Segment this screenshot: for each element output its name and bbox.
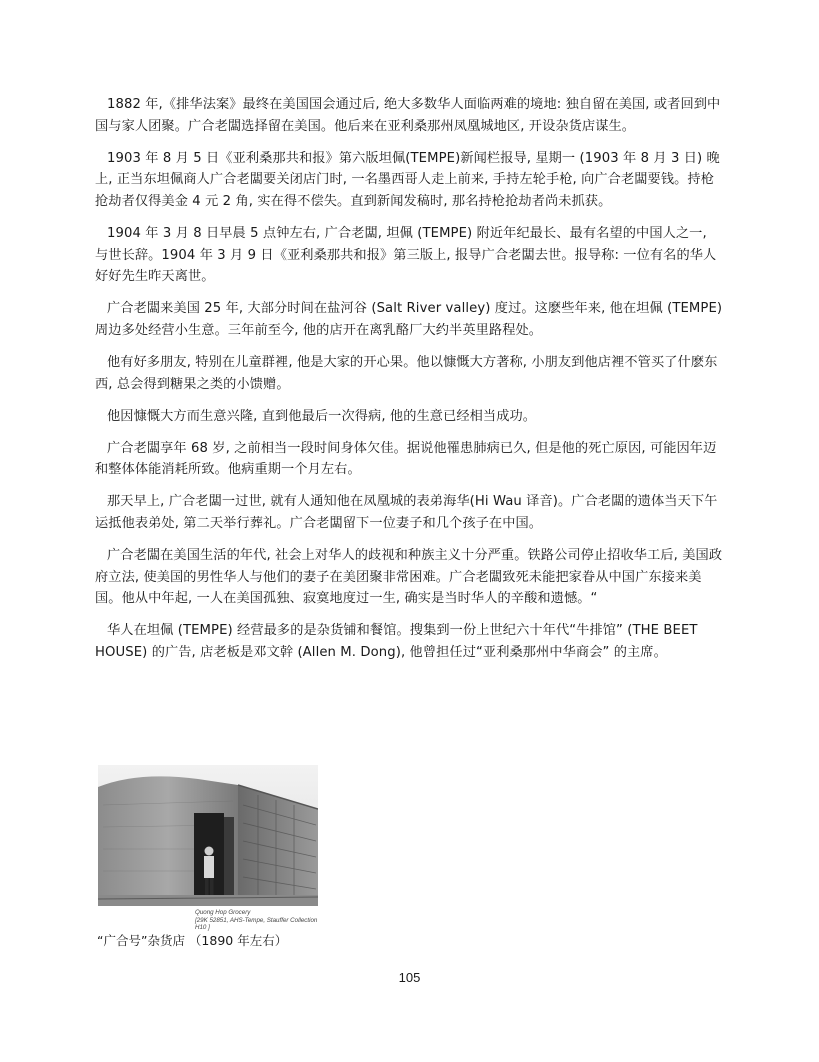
- paragraph-funeral: 那天早上, 广合老闆一过世, 就有人通知他在凤凰城的表弟海华(Hi Wau 译音)。广合老闆的遗体当天下午运抵他表弟处, 第二天举行葬礼。广合老闆留下一位妻子和几个孩子在中国。: [95, 494, 718, 531]
- paragraph-discrimination: 广合老闆在美国生活的年代, 社会上对华人的歧视和种族主义十分严重。铁路公司停止招收华工后, 美国政府立法, 使美国的男性华人与他们的妻子在美团聚非常困难。广合老闆致死未能把家眷从中国广东接来美国。他从中年起, 一人在美国孤独、寂寞地度过一生, 确实是当时华人的辛酸和遗憾。“: [95, 548, 723, 607]
- paragraph-death-report: 1904 年 3 月 8 日早晨 5 点钟左右, 广合老闆, 坦佩 (TEMPE) 附近年纪最长、最有名望的中国人之一, 与世长辞。1904 年 3 月 9 日《亚利桑那共和报》第三版上, 报导广合老闆去世。报导称: 一位有名的华人好好先生昨天离世。: [95, 225, 717, 285]
- paragraph-generosity: 他因慷慨大方而生意兴隆, 直到他最后一次得病, 他的生意已经相当成功。: [107, 408, 537, 424]
- page-number: 105: [398, 970, 421, 985]
- grocery-photo-image: [98, 765, 318, 906]
- grocery-photo: [98, 765, 318, 931]
- paragraph-tempe-businesses: 华人在坦佩 (TEMPE) 经营最多的是杂货铺和餐馆。搜集到一份上世纪六十年代“牛排馆” (THE BEET HOUSE) 的广告, 店老板是邓文幹 (Allen M. Dong), 他曾担任过“亚利桑那州中华商会” 的主席。: [95, 623, 698, 660]
- figure-caption: “广合号”杂货店 （1890 年左右）: [97, 933, 288, 948]
- document-body: [95, 94, 723, 674]
- paragraph-exclusion-act: 1882 年,《排华法案》最终在美国国会通过后, 绝大多数华人面临两难的境地: 独自留在美国, 或者回到中国与家人团聚。广合老闆选择留在美国。他后来在亚利桑那州凤凰城地区, 开设杂货店谋生。: [95, 97, 721, 134]
- paragraph-age-illness: 广合老闆享年 68 岁, 之前相当一段时间身体欠佳。据说他罹患肺病已久, 但是他的死亡原因, 可能因年迈和整体体能消耗所致。他病重期一个月左右。: [95, 440, 717, 478]
- photo-credit-source: [29K 52851, AHS-Tempe, Stauffer Collection H10 ]: [195, 917, 318, 931]
- paragraph-friends: 他有好多朋友, 特别在儿童群裡, 他是大家的开心果。他以慷慨大方著称, 小朋友到他店裡不管买了什麽东西, 总会得到糖果之类的小馈赠。: [95, 354, 718, 392]
- paragraph-robbery-report: 1903 年 8 月 5 日《亚利桑那共和报》第六版坦佩(TEMPE)新闻栏报导, 星期一 (1903 年 8 月 3 日) 晚上, 正当东坦佩商人广合老闆要关闭店门时, 一名墨西哥人走上前来, 手持左轮手枪, 向广合老闆要钱。持枪抢劫者仅得美金 4 元 2 角, 实在得不偿失。直到新闻发稿时, 那名持枪抢劫者尚未抓获。: [95, 150, 720, 209]
- photo-credit-title: Quong Hop Grocery: [195, 909, 251, 916]
- paragraph-salt-river-valley: 广合老闆来美国 25 年, 大部分时间在盐河谷 (Salt River valley) 度过。这麽些年来, 他在坦佩 (TEMPE) 周边多处经营小生意。三年前至今, 他的店开在离乳酪厂大约半英里路程处。: [95, 301, 723, 338]
